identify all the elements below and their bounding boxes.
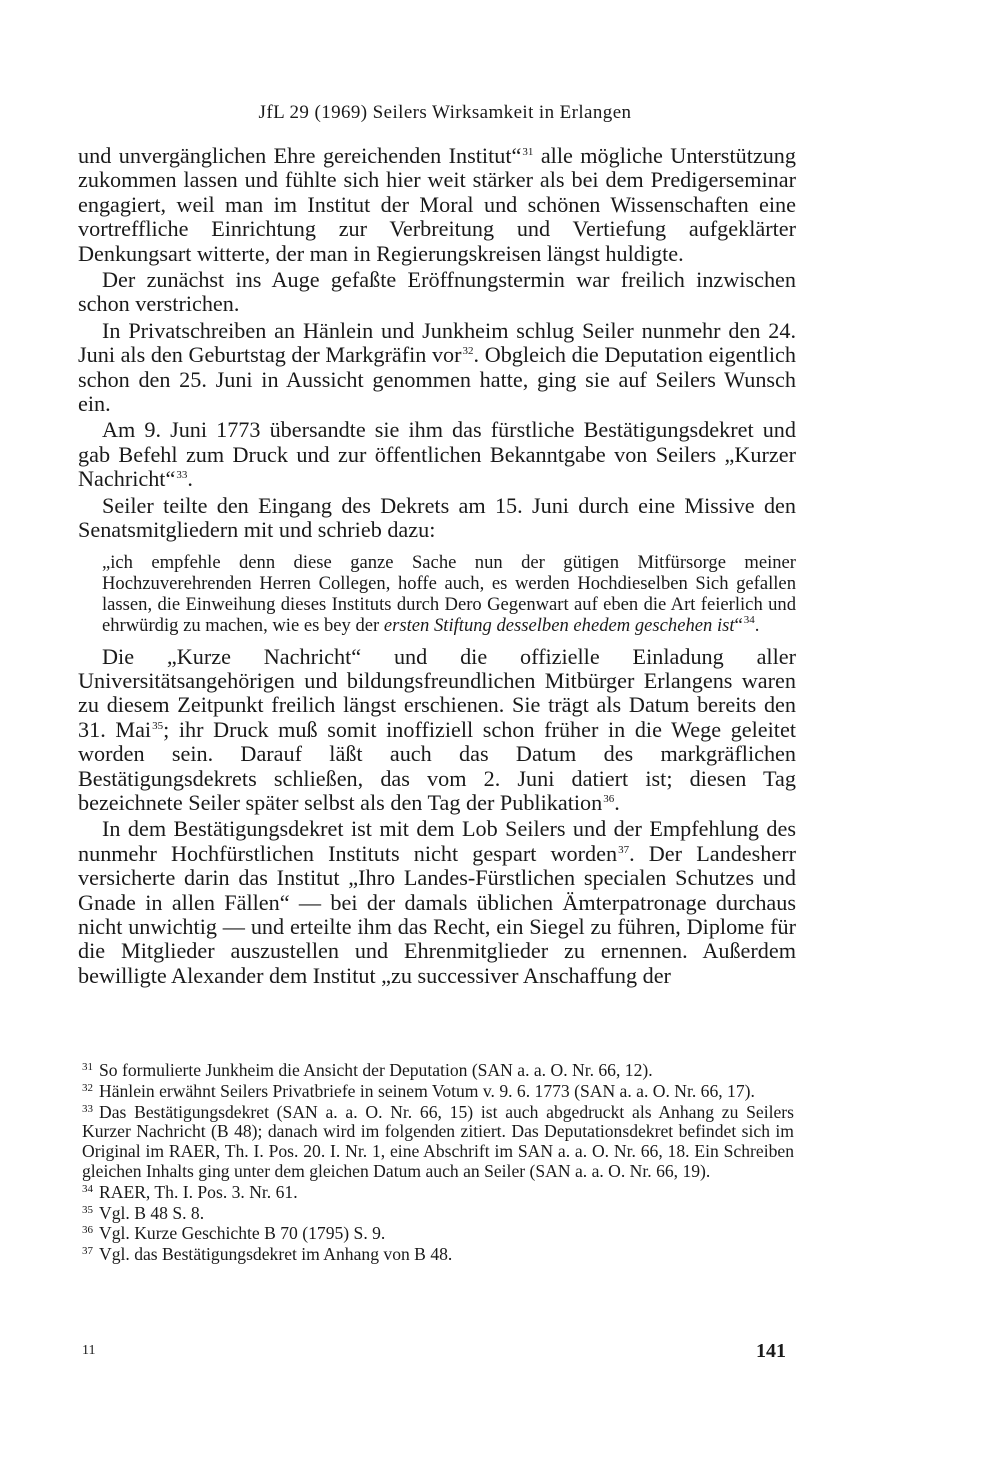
- quote-emphasis: ersten Stiftung desselben ehedem geschehen ist: [383, 614, 735, 636]
- footnote-ref-37: 37: [618, 843, 630, 856]
- paragraph-5: Seiler teilte den Eingang des Dekrets am 15. Juni durch eine Missive den Senatsmitgliedern mit und schrieb dazu:: [78, 492, 796, 543]
- paragraph-2: Der zunächst ins Auge gefaßte Eröffnungstermin war freilich inzwischen schon verstrichen.: [78, 267, 796, 317]
- paragraph-1: und unvergänglichen Ehre gereichenden Institut“$^{31}$ alle mögliche Unterstützung zukommen lassen und fühlte sich hier weit stärker als bei dem Predigerseminar engagiert, weil man im Institut der Moral und schönen Wissenschaften eine vortreffliche Einrichtung zur Verbreitung und Vertiefung aufgeklärter Denkungsart witterte, der man in Regierungskreisen längst huldigte.: [78, 143, 796, 266]
- footnote: $^{35}$ Vgl. B 48 S. 8.: [82, 1202, 205, 1223]
- footnote-ref-31: 31: [522, 146, 534, 158]
- paragraph-3: In Privatschreiben an Hänlein und Junkheim schlug Seiler nunmehr den 24. Juni als den Geburtstag der Markgräfin vor$^{32}$. Obgleich die Deputation eigentlich schon den 25. Juni in Aussicht genommen hatte, ging sie auf Seilers Wunsch ein.: [78, 317, 796, 417]
- footnote-ref-33: 33: [176, 469, 188, 482]
- footnote: $^{37}$ Vgl. das Bestätigungsdekret im Anhang von B 48.: [82, 1244, 453, 1265]
- footnotes: [82, 1061, 794, 1265]
- footnote: $^{36}$ Vgl. Kurze Geschichte B 70 (1795) S. 9.: [82, 1223, 386, 1244]
- footnote: $^{32}$ Hänlein erwähnt Seilers Privatbriefe in seinem Votum v. 9. 6. 1773 (SAN a. a. O. Nr. 66, 17).: [82, 1080, 755, 1101]
- footnote-ref-32: 32: [462, 345, 474, 358]
- footnote-ref-34: 34: [743, 613, 755, 626]
- page-number: 141: [756, 1340, 786, 1362]
- footnote: $^{34}$ RAER, Th. I. Pos. 3. Nr. 61.: [82, 1181, 298, 1202]
- footnote-ref-36: 36: [603, 792, 615, 805]
- block-quote: „ich empfehle denn diese ganze Sache nun der gütigen Mitfürsorge meiner Hochzuverehrenden Herren Collegen, hoffe auch, es werden Hochdieselben Sich gefallen lassen, die Einweihung dieses Instituts durch Dero Gegenwart auf eben die Art feierlich und ehrwürdig zu machen, wie es bey der ersten Stiftung desselben ehedem geschehen ist“$^{34}$.: [102, 551, 796, 636]
- paragraph-4: Am 9. Juni 1773 übersandte sie ihm das fürstliche Bestätigungsdekret und gab Befehl zum Druck und zur öffentlichen Bekanntgabe von Seilers „Kurzer Nachricht“$^{33}$.: [78, 417, 796, 492]
- running-head: JfL 29 (1969) Seilers Wirksamkeit in Erlangen: [258, 102, 632, 123]
- footnote-ref-35: 35: [152, 719, 164, 732]
- footnote: $^{33}$ Das Bestätigungsdekret (SAN a. a. O. Nr. 66, 15) ist auch abgedruckt als Anhang zu Seilers Kurzer Nachricht (B 48); danach wird im folgenden zitiert. Das Deputationsdekret befindet sich im Original im RAER, Th. I. Pos. 20. I. Nr. 1, eine Abschrift im SAN a. a. O. Nr. 66, 18. Ein Schreiben gleichen Inhalts ging unter dem gleichen Datum auch an Seiler (SAN a. a. O. Nr. 66, 19).: [82, 1101, 794, 1181]
- paragraph-6: Die „Kurze Nachricht“ und die offizielle Einladung aller Universitätsangehörigen und bildungsfreundlichen Mitbürger Erlangens waren zu diesem Zeitpunkt freilich längst erschienen. Sie trägt als Datum bereits den 31. Mai$^{35}$; ihr Druck muß somit inoffiziell schon früher in die Wege geleitet worden sein. Darauf läßt auch das Datum des markgräflichen Bestätigungsdekrets schließen, das vom 2. Juni datiert ist; diesen Tag bezeichnete Seiler später selbst als den Tag der Publikation$^{36}$.: [78, 643, 796, 815]
- main-text: [78, 144, 796, 988]
- paragraph-7: In dem Bestätigungsdekret ist mit dem Lob Seilers und der Empfehlung des nunmehr Hochfürstlichen Instituts nicht gespart worden$^{37}$. Der Landesherr versicherte darin das Institut „Ihro Landes-Fürstlichen specialen Schutzes und Gnade in allen Fällen“ — bei der damals üblichen Ämterpatronage durchaus nicht unwichtig — und erteilte ihm das Recht, ein Siegel zu führen, Diplome für die Mitglieder auszustellen und Ehrenmitglieder zu ernennen. Außerdem bewilligte Alexander dem Institut „zu successiver Anschaffung der: [78, 816, 796, 988]
- footnote: $^{31}$ So formulierte Junkheim die Ansicht der Deputation (SAN a. a. O. Nr. 66, 12).: [82, 1060, 653, 1080]
- printer-signature-mark: 11: [82, 1343, 96, 1358]
